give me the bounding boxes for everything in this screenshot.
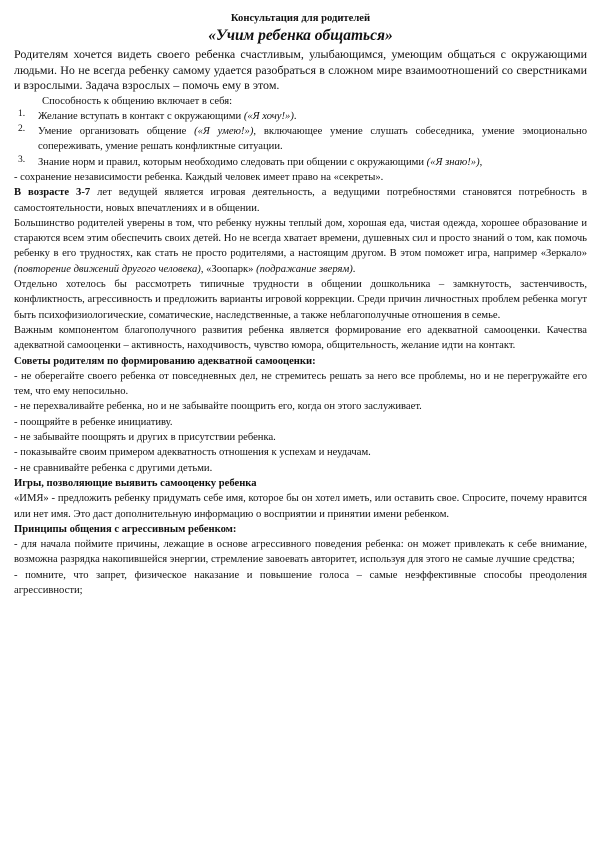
age-paragraph: В возрасте 3-7 лет ведущей является игровая деятельность, а ведущими потребностями становятся потребность в самостоятельности, новых впечатлениях и в общении. bbox=[14, 187, 588, 214]
games-paragraph: «ИМЯ» - предложить ребенку придумать себе имя, которое бы он хотел иметь, или оставить свое. Спросите, почему нравится или нет имя. Это даст дополнительную информацию о восприятии и принятии имени ребенком. bbox=[14, 493, 587, 520]
item-text: Желание вступать в контакт с окружающими («Я хочу!»). bbox=[38, 110, 297, 122]
ability-item-3 bbox=[14, 155, 587, 170]
item-text: Знание норм и правил, которым необходимо следовать при общении с окружающими («Я знаю!»), bbox=[38, 156, 483, 168]
advice-item: - не сравнивайте ребенка с другими детьми. bbox=[14, 462, 213, 474]
advice-item: - поощряйте в ребенке инициативу. bbox=[14, 416, 173, 428]
ability-intro: Способность к общению включает в себя: bbox=[42, 95, 233, 107]
parents-paragraph: Большинство родителей уверены в том, что ребенку нужны теплый дом, хорошая еда, чистая одежда, хорошее образование и стараются всем этим обеспечить своих детей. Но не всегда хватает времени, душевных сил и просто знаний о том, как помочь ребенку в его трудностях, как стать не просто родителями, а настоящим другом. В этом поможет игра, например «Зеркало» (повторение движений другого человека), «Зоопарк» (подражание зверям). bbox=[14, 217, 587, 275]
document-page bbox=[14, 12, 587, 598]
intro-paragraph: Родителям хочется видеть своего ребенка счастливым, улыбающимся, умеющим общаться с окружающими людьми. Но не всегда ребенку самому удается разобраться в сложном мире взаимоотношений со сверстниками и взрослыми. Задача взрослых – помочь ему в этом. bbox=[14, 47, 587, 92]
advice-item: - показывайте своим примером адекватность отношения к успехам и неудачам. bbox=[14, 447, 371, 459]
advice-item: - не перехваливайте ребенка, но и не забывайте поощрить его, когда он этого заслуживает. bbox=[14, 401, 422, 413]
document-heading: Консультация для родителей bbox=[230, 13, 371, 24]
aggressive-item: - для начала поймите причины, лежащие в основе агрессивного поведения ребенка: он может привлекать к себе внимание, возможна разрядка накопившейся энергии, стремление завоевать авторитет, используя для этого не самые лучшие средства; bbox=[14, 539, 587, 566]
advice-item: - не забывайте поощрять и других в присутствии ребенка. bbox=[14, 432, 276, 444]
item-text: Умение организовать общение («Я умею!»), включающее умение слушать собеседника, умение эмоционально сопереживать, умение решать конфликтные ситуации. bbox=[38, 126, 588, 153]
independence-item: - сохранение независимости ребенка. Каждый человек имеет право на «секреты». bbox=[14, 171, 384, 183]
item-number: 3. bbox=[18, 154, 26, 165]
ability-item-2 bbox=[14, 124, 587, 155]
ability-item-1 bbox=[14, 109, 587, 124]
advice-item: - не оберегайте своего ребенка от повседневных дел, не стремитесь решать за него все проблемы, но и не перегружайте его тем, что ему непосильно. bbox=[14, 370, 587, 398]
item-number: 1. bbox=[18, 108, 26, 119]
games-heading: Игры, позволяющие выявить самооценку ребенка bbox=[14, 477, 257, 489]
difficulties-paragraph: Отдельно хотелось бы рассмотреть типичные трудности в общении дошкольника – замкнутость, застенчивость, конфликтность, агрессивность и предложить варианты игровой коррекции. Среди причин личностных проблем ребенка могут быть психофизиологические, соматические, наследственные, а также неблагополучные отношения в семье. bbox=[14, 279, 587, 321]
aggressive-heading: Принципы общения с агрессивным ребенком: bbox=[14, 523, 237, 535]
item-number: 2. bbox=[18, 124, 26, 135]
advice-heading: Советы родителям по формированию адекватной самооценки: bbox=[14, 355, 316, 367]
selfesteem-paragraph: Важным компонентом благополучного развития ребенка является формирование его адекватной самооценки. Качества адекватной самооценки – активность, находчивость, чувство юмора, общительность, желание идти на контакт. bbox=[14, 324, 587, 352]
document-title: «Учим ребенка общаться» bbox=[208, 27, 393, 44]
aggressive-item: - помните, что запрет, физическое наказание и повышение голоса – самые неэффективные способы преодоления агрессивности; bbox=[14, 569, 587, 596]
